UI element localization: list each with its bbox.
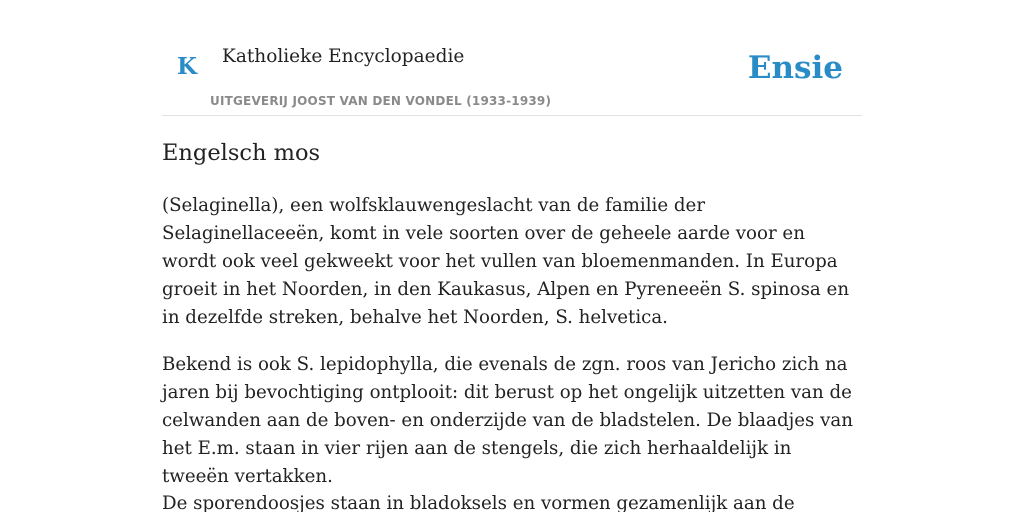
article-title: Engelsch mos bbox=[162, 140, 321, 166]
article-paragraph: Bekend is ook S. lepidophylla, die evenals de zgn. roos van Jericho zich na jaren bij bevochtiging ontplooit: dit berust op het ongelijk uitzetten van de celwanden aan de boven- en onderzijde van de bladstelen. De blaadjes van het E.m. staan in vier rijen aan de stengels, die zich herhaaldelijk in tweeën vertakken. bbox=[162, 354, 853, 487]
logo-icon[interactable]: K bbox=[177, 53, 197, 80]
publisher-subtitle: UITGEVERIJ JOOST VAN DEN VONDEL (1933-1939) bbox=[210, 94, 552, 108]
publication-title[interactable]: Katholieke Encyclopaedie bbox=[222, 46, 465, 67]
article-paragraph: (Selaginella), een wolfsklauwengeslacht van de familie der Selaginellaceeën, komt in vele soorten over de geheele aarde voor en wordt ook veel gekweekt voor het vullen van bloemenmanden. In Europa groeit in het Noorden, in den Kaukasus, Alpen en Pyreneeën S. spinosa en in dezelfde streken, behalve het Noorden, S. helvetica. bbox=[162, 195, 850, 328]
article-paragraph: De sporendoosjes staan in bladoksels en vormen gezamenlijk aan de bbox=[162, 493, 795, 512]
brand-logo[interactable]: Ensie bbox=[747, 50, 843, 86]
site-header bbox=[162, 0, 862, 116]
